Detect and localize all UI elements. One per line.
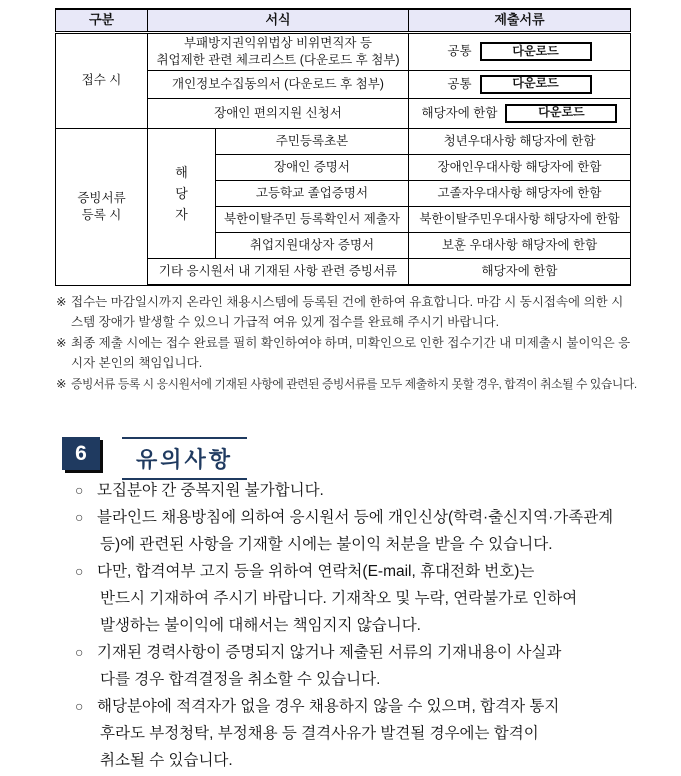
download-button[interactable]: 다운로드 [480, 42, 592, 61]
table-row [56, 128, 631, 154]
download-button[interactable]: 다운로드 [505, 104, 617, 123]
bullet-text: 등)에 관련된 사항을 기재할 시에는 불이익 처분을 받을 수 있습니다. [100, 536, 553, 553]
form-cell: 주민등록초본 [216, 128, 409, 154]
circle-bullet-icon: ○ [75, 644, 84, 660]
bullet-text: 다를 경우 합격결정을 취소할 수 있습니다. [100, 671, 381, 688]
footnote-evidence [56, 374, 637, 394]
subject-vertical-label: 해당자 [175, 164, 188, 222]
form-cell-other-evidence: 기타 응시원서 내 기재된 사항 관련 증빙서류 [148, 258, 409, 285]
note-text: 접수는 마감일시까지 온라인 채용시스템에 등록된 건에 한하여 유효합니다. 마감 시 동시접속에 의한 시 [71, 295, 624, 309]
target-label: 공통 [447, 76, 472, 91]
document-cell: 청년우대사항 해당자에 한함 [409, 128, 631, 154]
section-title: 유의사항 [122, 437, 247, 480]
download-button[interactable]: 다운로드 [480, 75, 592, 94]
document-cell: 보훈 우대사항 해당자에 한함 [409, 232, 631, 258]
document-cell: 고졸자우대사항 해당자에 한함 [409, 180, 631, 206]
bullet-text: 블라인드 채용방침에 의하여 응시원서 등에 개인신상(학력·출신지역·가족관계 [97, 509, 614, 526]
table-row [56, 32, 631, 70]
bullet-text: 다만, 합격여부 고지 등을 위하여 연락처(E-mail, 휴대전화 번호)는 [97, 563, 535, 580]
document-cell [409, 32, 631, 70]
target-label: 공통 [447, 44, 472, 59]
table-header-row [56, 9, 631, 32]
document-cell [409, 98, 631, 128]
footnote-deadline [56, 292, 634, 332]
bullet-text: 반드시 기재하여 주시기 바랍니다. 기재착오 및 누락, 연락불가로 인하여 [100, 590, 578, 607]
submission-table [55, 8, 631, 286]
circle-bullet-icon: ○ [75, 698, 84, 714]
circle-bullet-icon: ○ [75, 509, 84, 525]
column-header-documents: 제출서류 [409, 9, 631, 32]
section-number-badge: 6 [62, 437, 100, 470]
note-text: 최종 제출 시에는 접수 완료를 필히 확인하여야 하며, 미확인으로 인한 접수기간 내 미제출시 불이익은 응 [71, 336, 631, 350]
column-header-category: 구분 [56, 9, 148, 32]
form-cell-privacy-consent: 개인정보수집동의서 (다운로드 후 첨부) [148, 70, 409, 98]
bullet-text: 해당분야에 적격자가 없을 경우 채용하지 않을 수 있으며, 합격자 통지 [97, 698, 560, 715]
list-item [75, 639, 655, 693]
bullet-text: 모집분야 간 중복지원 불가합니다. [97, 482, 324, 499]
document-cell: 해당자에 한함 [409, 258, 631, 285]
column-header-form: 서식 [148, 9, 409, 32]
note-text: 시자 본인의 책임입니다. [71, 356, 203, 370]
note-text: 증빙서류 등록 시 응시원서에 기재된 사항에 관련된 증빙서류를 모두 제출하지 못할 경우, 합격이 취소될 수 있습니다. [71, 377, 637, 391]
form-cell: 고등학교 졸업증명서 [216, 180, 409, 206]
document-cell: 장애인우대사항 해당자에 한함 [409, 154, 631, 180]
section-header [62, 437, 247, 480]
circle-bullet-icon: ○ [75, 563, 84, 579]
note-marker-icon: ※ [56, 377, 67, 391]
list-item [75, 558, 655, 639]
note-marker-icon: ※ [56, 295, 67, 309]
list-item [75, 693, 655, 774]
evidence-label-line1: 증빙서류 [77, 191, 126, 206]
form-cell: 취업지원대상자 증명서 [216, 232, 409, 258]
bullet-text: 발생하는 불이익에 대해서는 책임지지 않습니다. [100, 617, 421, 634]
circle-bullet-icon: ○ [75, 482, 84, 498]
note-text: 스템 장애가 발생할 수 있으니 가급적 여유 있게 접수를 완료해 주시기 바랍니다. [71, 315, 500, 329]
evidence-label-line2: 등록 시 [81, 207, 122, 222]
form-cell: 북한이탈주민 등록확인서 제출자 [216, 206, 409, 232]
target-label: 해당자에 한함 [421, 105, 498, 120]
document-cell [409, 70, 631, 98]
document-cell: 북한이탈주민우대사항 해당자에 한함 [409, 206, 631, 232]
list-item [75, 504, 655, 558]
bullet-text: 기재된 경력사항이 증명되지 않거나 제출된 서류의 기재내용이 사실과 [97, 644, 562, 661]
bullet-text: 후라도 부정청탁, 부정채용 등 결격사유가 발견될 경우에는 합격이 [100, 725, 539, 742]
note-marker-icon: ※ [56, 336, 67, 350]
precautions-list [75, 477, 655, 774]
form-text-line1: 부패방지권익위법상 비위면직자 등 [183, 36, 373, 51]
form-cell-checklist [148, 32, 409, 70]
subject-cell [148, 128, 216, 258]
footnote-final-submit [56, 333, 634, 373]
evidence-category-cell [56, 128, 148, 285]
form-cell: 장애인 증명서 [216, 154, 409, 180]
receipt-category-cell: 접수 시 [56, 32, 148, 128]
bullet-text: 취소될 수 있습니다. [100, 752, 233, 769]
list-item [75, 477, 655, 504]
footnotes [56, 292, 637, 395]
form-cell-disability-support: 장애인 편의지원 신청서 [148, 98, 409, 128]
form-text-line2: 취업제한 관련 체크리스트 (다운로드 후 첨부) [156, 52, 400, 67]
